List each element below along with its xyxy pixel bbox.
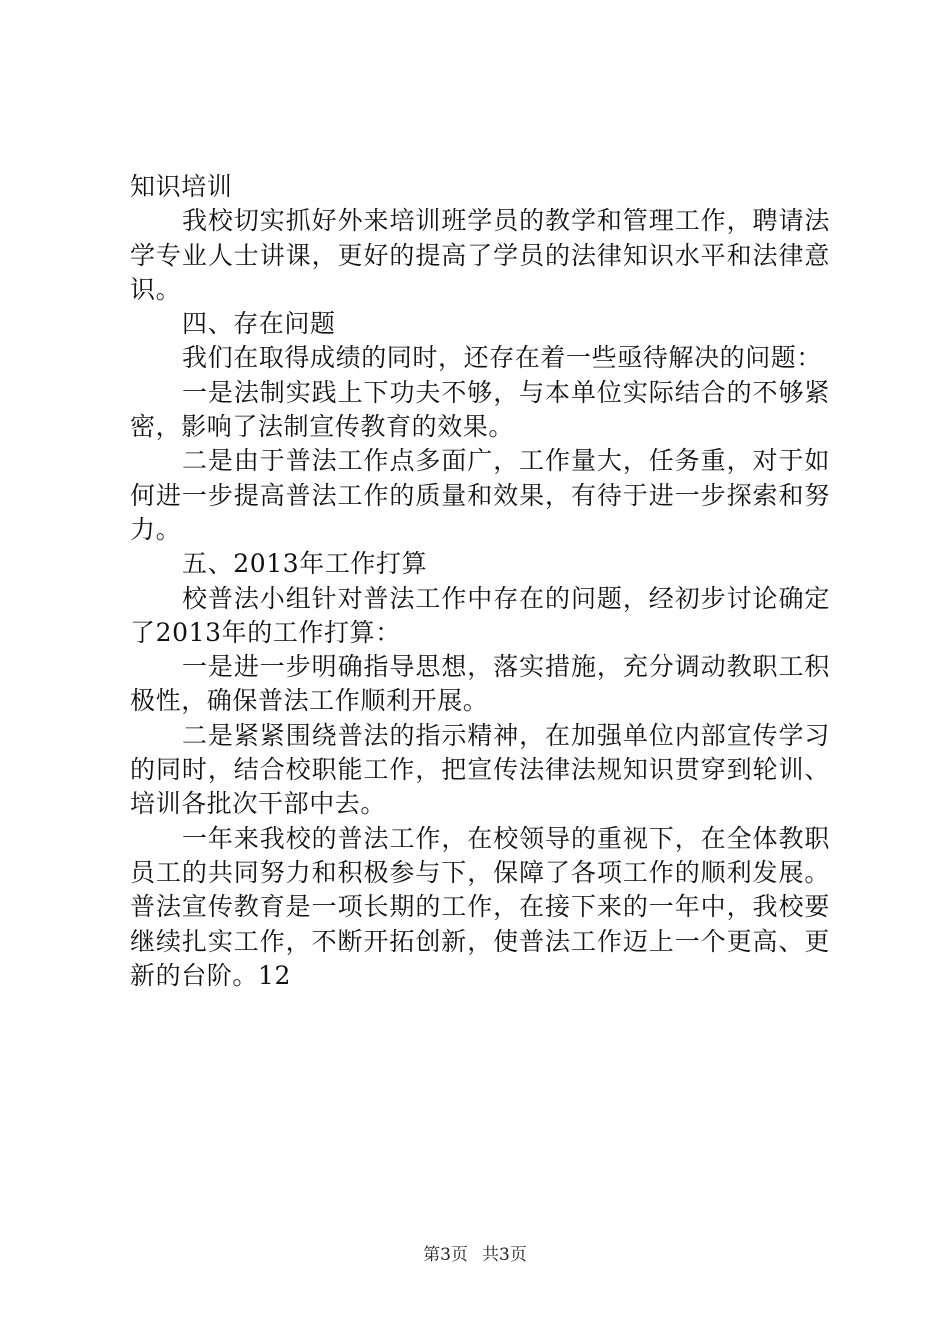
paragraph-continuation: 知识培训 bbox=[130, 172, 233, 201]
paragraph-plan-one: 一是进一步明确指导思想，落实措施，充分调动教职工积极性，确保普法工作顺利开展。 bbox=[130, 652, 830, 716]
section-heading-plan: 五、2013年工作打算 bbox=[182, 549, 428, 579]
paragraph-training: 我校切实抓好外来培训班学员的教学和管理工作，聘请法学专业人士讲课，更好的提高了学员的法律知识水平和法律意识。 bbox=[130, 206, 830, 304]
paragraph-plan-two: 二是紧紧围绕普法的指示精神，在加强单位内部宣传学习的同时，结合校职能工作，把宣传法律法规知识贯穿到轮训、培训各批次干部中去。 bbox=[130, 720, 830, 819]
paragraph-problems-intro: 我们在取得成绩的同时，还存在着一些亟待解决的问题： bbox=[182, 343, 823, 373]
paragraph-plan-intro: 校普法小组针对普法工作中存在的问题，经初步讨论确定了2013年的工作打算： bbox=[130, 583, 830, 647]
document-body bbox=[130, 170, 830, 993]
paragraph-problem-one: 一是法制实践上下功夫不够，与本单位实际结合的不够紧密，影响了法制宣传教育的效果。 bbox=[130, 377, 830, 442]
paragraph-problem-two: 二是由于普法工作点多面广，工作量大，任务重，对于如何进一步提高普法工作的质量和效果，有待于进一步探索和努力。 bbox=[130, 446, 830, 544]
page-footer bbox=[0, 1244, 950, 1266]
page-total: 共3页 bbox=[482, 1245, 527, 1265]
paragraph-conclusion: 一年来我校的普法工作，在校领导的重视下，在全体教职员工的共同努力和积极参与下，保障了各项工作的顺利发展。普法宣传教育是一项长期的工作，在接下来的一年中，我校要继续扎实工作，不断开拓创新，使普法工作迈上一个更高、更新的台阶。12 bbox=[130, 823, 830, 990]
section-heading-problems: 四、存在问题 bbox=[182, 309, 336, 339]
page-number: 第3页 bbox=[423, 1245, 468, 1265]
